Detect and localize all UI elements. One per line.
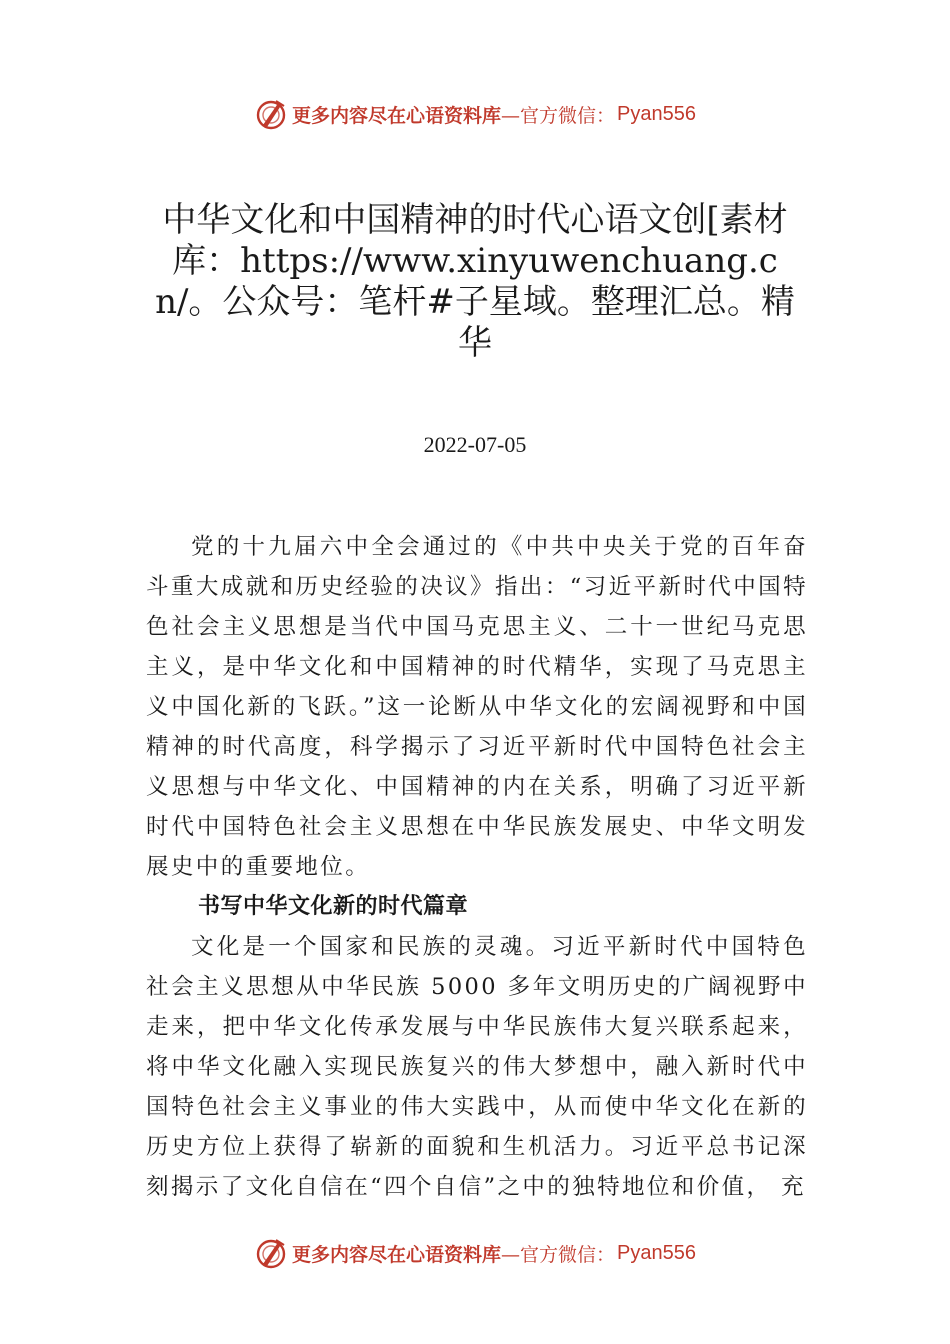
document-date: 2022-07-05 [423, 432, 527, 457]
paragraph: 文化是一个国家和民族的灵魂。习近平新时代中国特色社会主义思想从中华民族 5000 多年文明历史的广阔视野中走来，把中华文化传承发展与中华民族伟大复兴联系起来， 将中华文化融入实现民族复兴的伟大梦想中，融入新时代中国特色社会主义事业的伟大实践中，从而使中华文化在新的历史方位上获得了崭新的面貌和生机活力。习近平总书记深刻揭示了文化自信在“四个自信”之中的独特地位和价值， 充 [146, 934, 808, 1200]
banner-text: 更多内容尽在心语资料库 [292, 1243, 502, 1266]
banner-wechat-id: Pyan556 [617, 102, 696, 125]
document-title: 中华文化和中国精神的时代心语文创[素材库：https://www.xinyuwenchuang.cn/。公众号：笔杆#子星域。整理汇总。精华 [155, 200, 795, 363]
banner-separator: —官方微信： [501, 104, 616, 127]
banner-separator: —官方微信： [501, 1243, 616, 1266]
brush-logo-icon [254, 97, 288, 131]
header-banner [0, 92, 950, 136]
document-body [146, 527, 808, 1207]
paragraph: 党的十九届六中全会通过的《中共中央关于党的百年奋斗重大成就和历史经验的决议》指出：“习近平新时代中国特色社会主义思想是当代中国马克思主义、二十一世纪马克思主义，是中华文化和中国精神的时代精华，实现了马克思主义中国化新的飞跃。”这一论断从中华文化的宏阔视野和中国精神的时代高度，科学揭示了习近平新时代中国特色社会主义思想与中华文化、中国精神的内在关系，明确了习近平新时代中国特色社会主义思想在中华民族发展史、中华文明发展史中的重要地位。 [146, 534, 808, 880]
footer-banner [0, 1231, 950, 1275]
brush-logo-icon [254, 1236, 288, 1270]
banner-wechat-id: Pyan556 [617, 1241, 696, 1264]
banner-text: 更多内容尽在心语资料库 [292, 104, 502, 127]
section-heading: 书写中华文化新的时代篇章 [198, 894, 469, 919]
